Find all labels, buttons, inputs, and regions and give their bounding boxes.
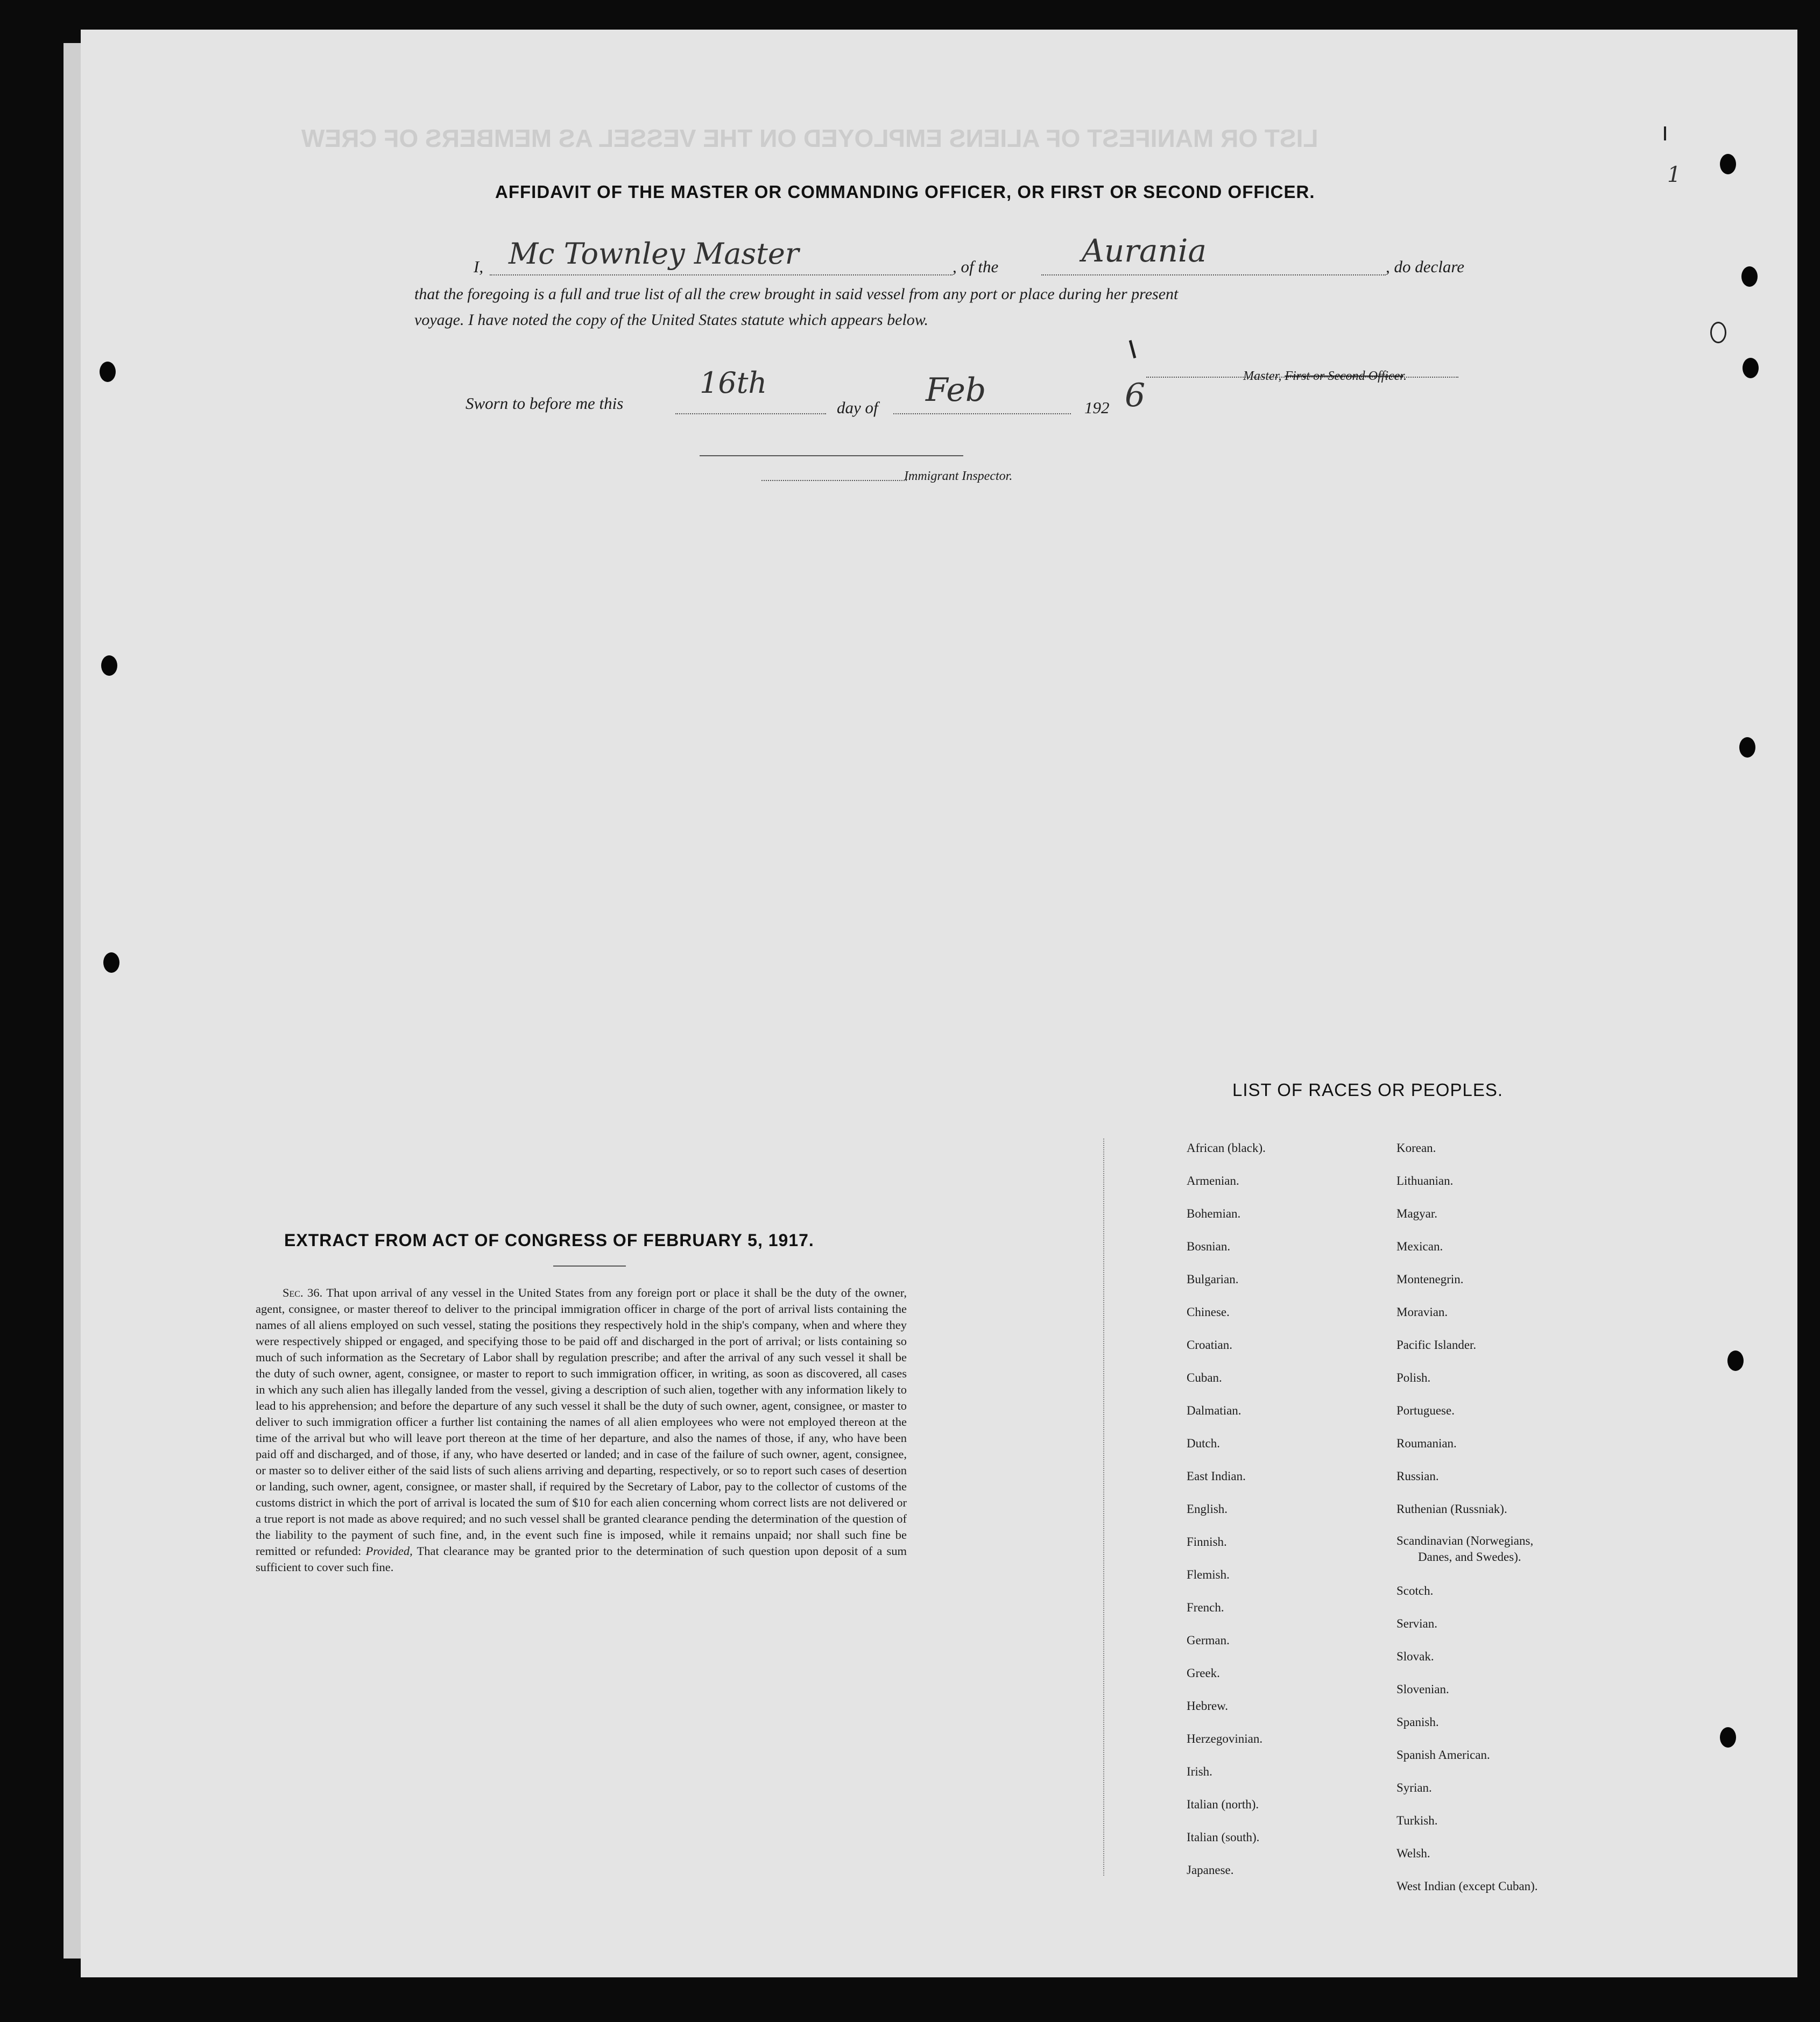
day-of-label: day of [837,398,878,417]
race-item: Hebrew. [1187,1699,1229,1713]
race-item: Moravian. [1396,1305,1448,1319]
race-item: Danes, and Swedes). [1418,1550,1521,1564]
sworn-day-handwritten: 16th [700,366,767,400]
race-item: Italian (south). [1187,1830,1260,1844]
extract-heading-rule [553,1265,626,1267]
race-item: Croatian. [1187,1338,1232,1352]
affidavit-heading: AFFIDAVIT OF THE MASTER OR COMMANDING OFFICER, OR FIRST OR SECOND OFFICER. [495,182,1315,202]
master-caption-period: . [1403,369,1407,383]
race-item: Syrian. [1396,1781,1432,1794]
race-item: Russian. [1396,1469,1439,1483]
race-item: West Indian (except Cuban). [1396,1879,1538,1893]
race-item: German. [1187,1634,1230,1647]
race-item: Finnish. [1187,1535,1227,1549]
race-item: Magyar. [1396,1207,1438,1220]
extract-heading: EXTRACT FROM ACT OF CONGRESS OF FEBRUARY 5, 1917. [284,1231,814,1250]
race-item: Cuban. [1187,1371,1222,1384]
statute-body-b: That clearance may be granted prior to the determination of such question upon deposit of a sum sufficient to cover such fine. [256,1544,907,1574]
punch-hole [1727,1351,1744,1371]
punch-hole [101,655,117,676]
race-item: Japanese. [1187,1863,1234,1877]
race-item: African (black). [1187,1141,1266,1155]
statute-section-label: Sec. 36. [283,1286,323,1299]
races-right-column [1396,1132,1538,1903]
race-item: Herzegovinian. [1187,1732,1263,1745]
punch-hole [103,952,119,973]
do-declare-label: , do declare [1386,257,1465,276]
punch-hole [100,362,116,382]
statute-text [256,1285,907,1575]
race-item: Spanish American. [1396,1748,1490,1762]
statute-body-a: That upon arrival of any vessel in the United States from any foreign port or place it shall be the duty of the owner, agent, consignee, or master thereof to deliver to the principal immigration officer in charge of the port of arrival lists containing the names of all aliens employed on such vessel, stating the positions they respectively hold in the ship's company, when and where they were respectively shipped or engaged, and specifying those to be paid off and discharged in the port of arrival; or lists containing so much of such information as the Secretary of Labor shall by regulation prescribe; and after the arrival of any such vessel it shall be the duty of such owner, agent, consignee, or master to report to such immigration officer, in writing, as soon as discovered, all cases in which any such alien has illegally landed from the vessel, giving a description of such alien, together with any information likely to lead to his apprehension; and before the departure of any such vessel it shall be the duty of such owner, agent, consignee, or master to deliver to such immigration officer a further list containing the names of all alien employees who were not employed thereon at the time of the arrival but who will leave port thereon at the time of her departure, and also the names of those, if any, who have been paid off and discharged, and of those, if any, who have deserted or landed; and in case of the failure of such owner, agent, consignee, or master so to deliver either of the said lists of such aliens arriving and departing, respectively, or so to report such cases of desertion or landing, such owner, agent, consignee, or master shall, if required by the Secretary of Labor, pay to the collector of customs of the customs district in which the port of arrival is located the sum of $10 for each alien concerning whom correct lists are not delivered or a true report is not made as above required; and no such vessel shall be granted clearance pending the determination of the question of the liability to the payment of such fine, and, in the event such fine is imposed, while it remains unpaid; nor shall such fine be remitted or refunded: [256,1286,907,1558]
sworn-day-line [675,413,826,414]
master-caption-struck: First or Second Officer [1285,369,1403,383]
race-item: Korean. [1396,1141,1436,1155]
inspector-caption: Immigrant Inspector. [904,469,1013,483]
race-item: Turkish. [1396,1814,1438,1827]
race-item: Scandinavian (Norwegians, [1396,1534,1534,1547]
race-item: Irish. [1187,1765,1212,1778]
document-page [81,30,1797,1977]
race-item: Slovenian. [1396,1682,1449,1696]
races-left-column [1187,1132,1266,1886]
race-item: Armenian. [1187,1174,1239,1187]
race-item: Bohemian. [1187,1207,1241,1220]
race-item: Mexican. [1396,1240,1443,1253]
vessel-name-line [1041,274,1386,275]
statute-provided: Provided, [365,1544,413,1558]
race-item: Polish. [1396,1371,1431,1384]
race-item: Slovak. [1396,1650,1434,1663]
year-handwritten: 6 [1125,377,1146,414]
race-item: French. [1187,1601,1224,1614]
race-item: East Indian. [1187,1469,1246,1483]
race-item: Bosnian. [1187,1240,1231,1253]
punch-hole [1739,737,1755,758]
race-item: Dutch. [1187,1437,1220,1450]
race-item: Servian. [1396,1617,1438,1630]
year-prefix: 192 [1084,398,1110,417]
race-item: Lithuanian. [1396,1174,1454,1187]
inspector-line [761,480,907,481]
punch-hole [1710,322,1726,343]
margin-tick [1664,126,1666,140]
race-item: Roumanian. [1396,1437,1457,1450]
vessel-name-handwritten: Aurania [1082,232,1207,269]
race-item: Portuguese. [1396,1404,1455,1417]
master-name-handwritten: Mc Townley Master [509,237,799,271]
affidavit-line-3: voyage. I have noted the copy of the United States statute which appears below. [414,311,929,329]
of-the-label: , of the [953,257,999,276]
punch-hole [1720,154,1736,174]
race-item: Spanish. [1396,1715,1439,1729]
race-item: Bulgarian. [1187,1272,1239,1286]
races-divider [1103,1139,1104,1876]
punch-hole [1743,358,1759,378]
race-item: Greek. [1187,1666,1220,1680]
race-item: Scotch. [1396,1584,1434,1597]
master-name-line [490,274,953,275]
race-item: English. [1187,1502,1228,1516]
inspector-line-upper [700,455,963,456]
race-item: Welsh. [1396,1847,1430,1860]
race-item: Dalmatian. [1187,1404,1241,1417]
bleed-through-title: LIST OR MANIFEST OF ALIENS EMPLOYED ON THE VESSEL AS MEMBERS OF CREW [301,124,1318,152]
race-item: Italian (north). [1187,1798,1259,1811]
race-item: Chinese. [1187,1305,1230,1319]
sworn-month-handwritten: Feb [926,371,986,409]
race-item: Pacific Islander. [1396,1338,1477,1352]
affidavit-line-2: that the foregoing is a full and true list of all the crew brought in said vessel from any port or place during her present [414,285,1179,303]
sworn-label: Sworn to before me this [465,394,624,413]
page-number-mark: 1 [1667,162,1681,187]
races-heading: LIST OF RACES OR PEOPLES. [1232,1080,1504,1100]
affidavit-i-label: I, [474,257,484,276]
race-item: Flemish. [1187,1568,1230,1581]
master-caption [1243,369,1407,384]
master-caption-master: Master, [1243,369,1282,383]
punch-hole [1741,266,1758,287]
race-item: Montenegrin. [1396,1272,1464,1286]
sworn-month-line [893,413,1071,414]
punch-hole [1720,1727,1736,1748]
race-item: Ruthenian (Russniak). [1396,1502,1507,1516]
